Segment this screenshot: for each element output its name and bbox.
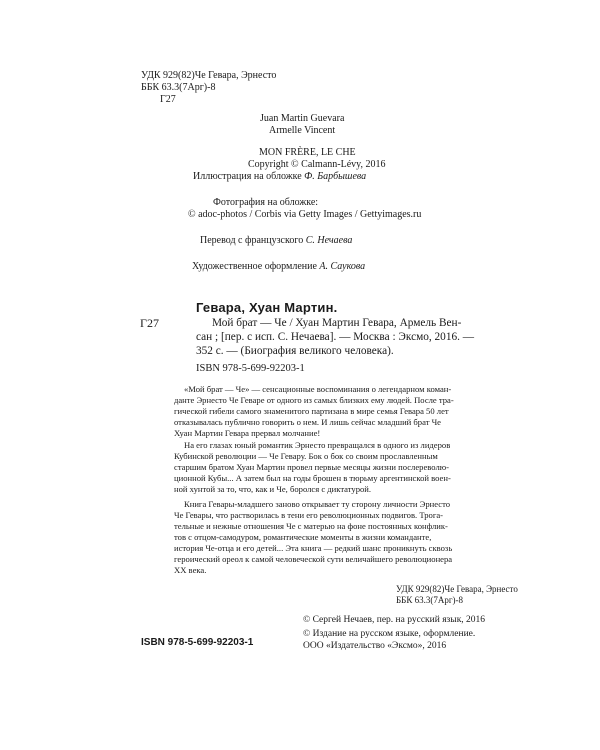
cover-illustration-name: Ф. Барбышева [304,171,367,182]
annotation-line: XX века. [174,565,207,575]
annotation-line: отказывалась публично говорить о нем. И лишь сейчас младший брат Че [174,417,441,427]
annotation-line: ной хунтой за то, что, как и Че, боролся с диктатурой. [174,484,372,494]
original-copyright: Copyright © Calmann-Lévy, 2016 [248,159,386,170]
bbk-code: ББК 63.3(7Арг)-8 [141,82,216,93]
bibliographic-isbn: ISBN 978-5-699-92203-1 [196,363,305,374]
copyright-edition: © Издание на русском языке, оформление. [303,629,476,639]
annotation-line: тельные и нежные отношения Че с матерью на фоне постоянных конфлик- [174,521,448,531]
design-credit [188,261,488,273]
author-mark: Г27 [160,94,176,105]
annotation-line: гической гибели самого знаменитого партизана в мире семья Гевара 50 лет [174,406,449,416]
bibliographic-line: 352 с. — (Биография великого человека). [196,345,394,357]
annotation-line: данте Эрнесто Че Геваре от одного из самых близких ему людей. После тра- [174,395,454,405]
copyright-publisher: ООО «Издательство «Эксмо», 2016 [303,641,447,651]
original-title: MON FRÈRE, LE CHE [259,147,356,158]
annotation-line: тов с отцом-самодуром, романтические моменты в жизни команданте, [174,532,432,542]
translation-label: Перевод с французского [200,235,306,246]
index-bbk: ББК 63.3(7Арг)-8 [396,595,464,605]
annotation-paragraph-2 [174,440,496,495]
annotation-line: ционной Кубы... А затем был на годы брошен в тюрьму аргентинской воен- [174,473,451,483]
credits [188,171,488,273]
bibliographic-heading: Гевара, Хуан Мартин. [196,300,338,315]
copyright-translation: © Сергей Нечаев, пер. на русский язык, 2016 [303,615,486,625]
design-name: А. Саукова [319,261,366,272]
cover-photo-sources: © adoc-photos / Corbis via Getty Images / Gettyimages.ru [188,209,422,220]
footer-isbn: ISBN 978-5-699-92203-1 [141,637,254,648]
bibliographic-code: Г27 [140,316,159,330]
annotation-line: история Че-отца и его детей... Эта книга — редкий шанс проникнуть сквозь [174,543,453,553]
annotation-paragraph-3 [174,499,496,576]
index-udk: УДК 929(82)Че Гевара, Эрнесто [396,584,518,594]
original-edition [215,113,515,171]
original-author-2: Armelle Vincent [269,125,336,136]
annotation-line: старшим братом Хуан Мартин провел первые месяцы жизни послереволю- [174,462,450,472]
annotation-line: Хуан Мартин Гевара прервал молчание! [174,428,321,438]
translation-name: С. Нечаева [305,235,353,246]
annotation-paragraph-1 [174,384,496,439]
original-author-1: Juan Martin Guevara [260,113,345,124]
cover-photo-label: Фотография на обложке: [213,197,319,208]
translation-credit [188,235,488,247]
annotation-line: Че Гевары, что растворилась в тени его революционных подвигов. Трога- [174,510,444,520]
bibliographic-description [196,316,496,358]
annotation-line: героический ореол к самой человеческой сути величайшего революционера [174,554,453,564]
design-label: Художественное оформление [192,261,320,272]
annotation-line: Кубинской революции — Че Гевару. Бок о бок со своим прославленным [174,451,438,461]
annotation-line: «Мой брат — Че» — сенсационные воспоминания о легендарном коман- [184,384,452,394]
bibliographic-line: Мой брат — Че / Хуан Мартин Гевара, Армель Вен- [212,317,462,329]
cover-illustration-label: Иллюстрация на обложке [193,171,305,182]
cover-illustration-credit [188,171,488,183]
udk-code: УДК 929(82)Че Гевара, Эрнесто [141,70,277,81]
annotation-line: На его глазах юный романтик Эрнесто превращался в одного из лидеров [184,440,451,450]
bibliographic-line: сан ; [пер. с исп. С. Нечаева]. — Москва : Эксмо, 2016. — [196,331,475,343]
annotation-line: Книга Гевары-младшего заново открывает ту сторону личности Эрнесто [184,499,451,509]
